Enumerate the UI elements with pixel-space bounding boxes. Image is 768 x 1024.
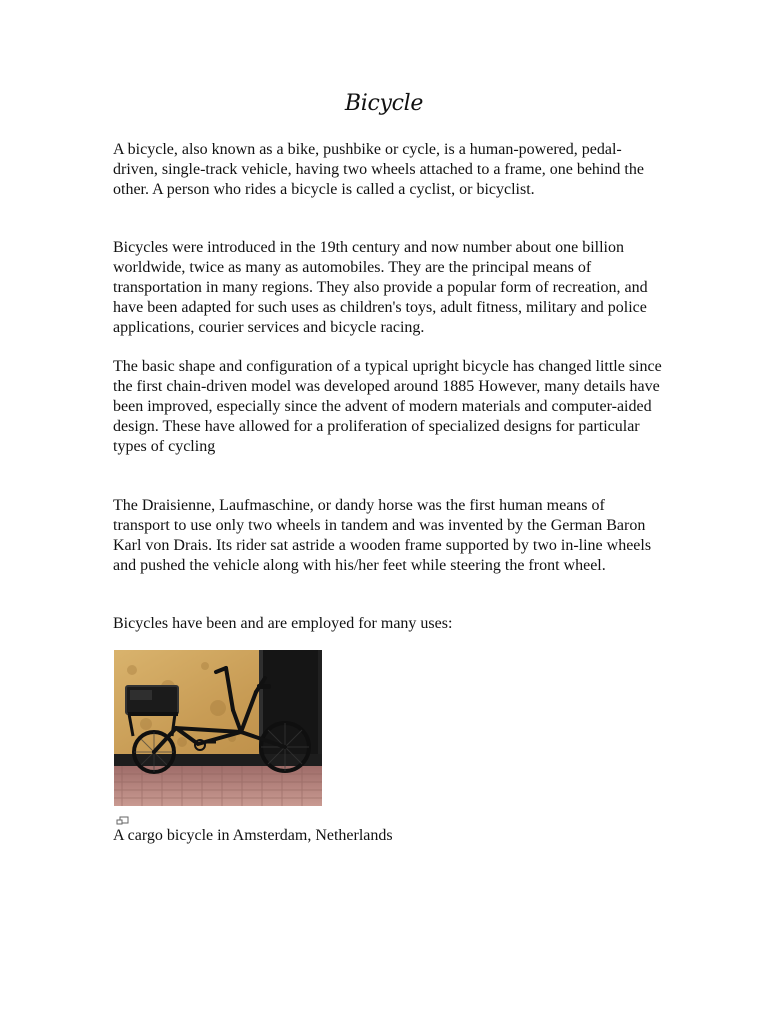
paragraph-intro: A bicycle, also known as a bike, pushbike or cycle, is a human-powered, pedal-driven, single-track vehicle, having two wheels attached to a frame, one behind the other. A person who rides a bicycle is called a cyclist, or bicyclist. [113,141,644,198]
figure-caption: A cargo bicycle in Amsterdam, Netherlands [113,827,393,844]
page-title: Bicycle [344,91,424,116]
paragraph-configuration: The basic shape and configuration of a typical upright bicycle has changed little since the first chain-driven model was developed around 1885 However, many details have been improved, especially since the advent of modern materials and computer-aided design. These have allowed for a proliferation of specialized designs for particular types of cycling [113,358,662,455]
paragraph-draisienne: The Draisienne, Laufmaschine, or dandy horse was the first human means of transport to use only two wheels in tandem and was invented by the German Baron Karl von Drais. Its rider sat astride a wooden frame supported by two in-line wheels and pushed the vehicle along with his/her feet while steering the front wheel. [113,497,652,574]
paragraph-uses: Bicycles have been and are employed for many uses: [113,615,453,632]
cargo-bicycle-photo [114,650,322,806]
paragraph-history: Bicycles were introduced in the 19th century and now number about one billion worldwide, twice as many as automobiles. They are the principal means of transportation in many regions. They also provide a popular form of recreation, and have been adapted for such uses as children's toys, adult fitness, military and police applications, courier services and bicycle racing. [113,239,648,336]
enlarge-icon[interactable] [116,813,130,823]
